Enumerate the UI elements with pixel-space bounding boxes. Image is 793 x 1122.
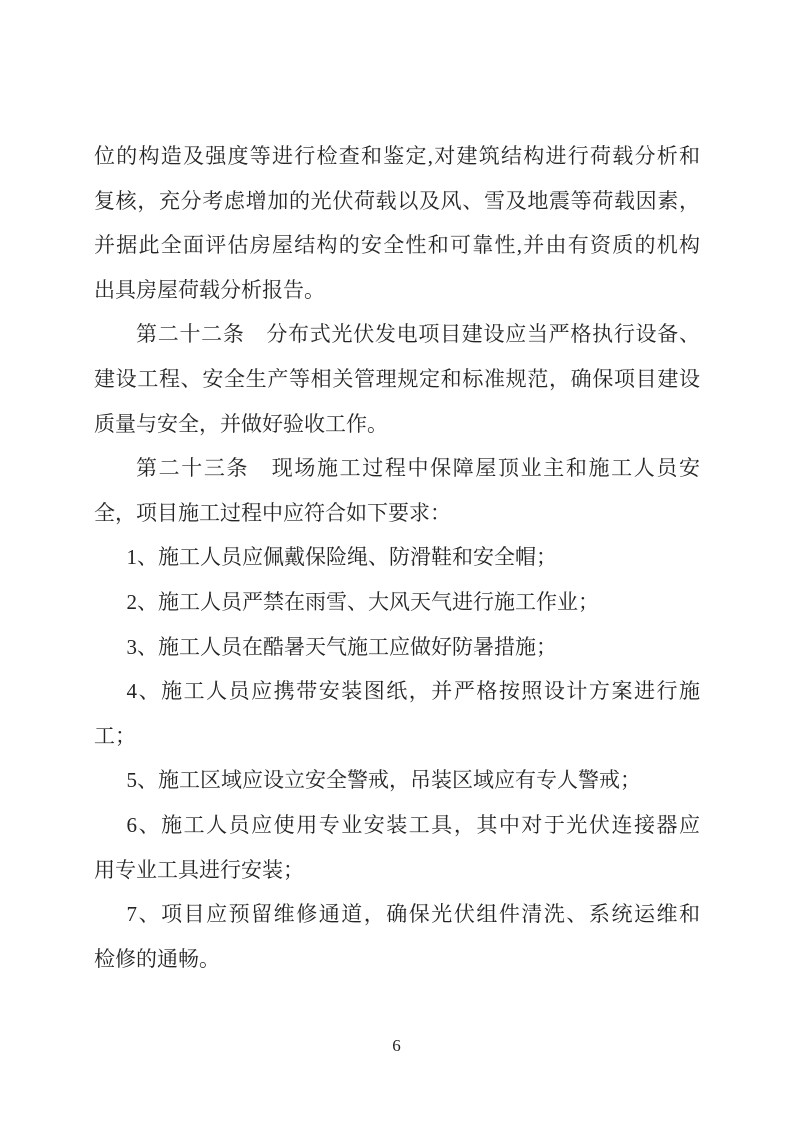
document-line: 全，项目施工过程中应符合如下要求： — [94, 500, 451, 525]
document-line: 5、施工区域应设立安全警戒，吊装区域应有专人警戒； — [126, 768, 642, 793]
document-line: 第二十二条 分布式光伏发电项目建设应当严格执行设备、 — [136, 322, 700, 347]
document-line: 位的构造及强度等进行检查和鉴定,对建筑结构进行荷载分析和 — [94, 144, 700, 168]
document-line: 出具房屋荷载分析报告。 — [94, 277, 325, 302]
document-line: 用专业工具进行安装； — [94, 857, 304, 882]
document-line: 复核，充分考虑增加的光伏荷载以及风、雪及地震等荷载因素， — [94, 188, 700, 213]
document-line: 1、施工人员应佩戴保险绳、防滑鞋和安全帽； — [126, 545, 558, 570]
document-line: 7、项目应预留维修通道，确保光伏组件清洗、系统运维和 — [126, 902, 700, 927]
document-line: 并据此全面评估房屋结构的安全性和可靠性,并由有资质的机构 — [94, 233, 700, 258]
document-line: 第二十三条 现场施工过程中保障屋顶业主和施工人员安 — [136, 456, 700, 481]
page-number: 6 — [392, 1036, 401, 1055]
document-line: 建设工程、安全生产等相关管理规定和标准规范，确保项目建设 — [94, 366, 700, 391]
document-line: 4、施工人员应携带安装图纸，并严格按照设计方案进行施 — [126, 679, 700, 704]
document-line: 2、施工人员严禁在雨雪、大风天气进行施工作业； — [126, 589, 600, 614]
document-line: 3、施工人员在酷暑天气施工应做好防暑措施； — [126, 634, 558, 659]
document-line: 6、施工人员应使用专业安装工具，其中对于光伏连接器应 — [126, 812, 700, 837]
document-line: 检修的通畅。 — [94, 946, 220, 971]
document-line: 工； — [94, 723, 136, 748]
document-line: 质量与安全，并做好验收工作。 — [94, 411, 388, 436]
document-body — [94, 134, 700, 981]
